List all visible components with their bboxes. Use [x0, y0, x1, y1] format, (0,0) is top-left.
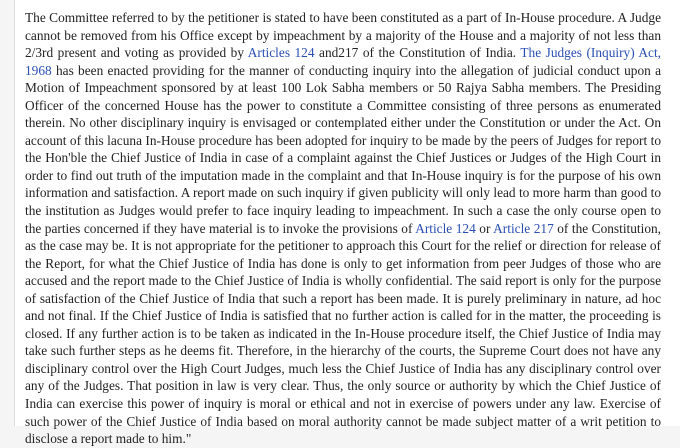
paragraph-text: or: [475, 220, 494, 236]
article-217-link[interactable]: Article 217: [493, 220, 554, 236]
paragraph-text: of the Constitution, as the case may be. It is not appropriate for the petitioner to approach this Court for the relief or direction for release of the Report, for what the Chief Justice of India has done is only to get information from peer Judges of those who are accused and the report made to the Chief Justice of India is wholly confidential. The said report is only for the purpose of satisfaction of the Chief Justice of India that such a report has been made. It is purely preliminary in nature, ad hoc and not final. If the Chief Justice of India is satisfied that no further action is called for in the matter, the proceeding is closed. If any further action is to be taken as indicated in the In-House procedure itself, the Chief Justice of India may take such further steps as he deems fit. Therefore, in the hierarchy of the courts, the Supreme Court does not have any disciplinary control over the High Court Judges, much less the Chief Justice of India has any disciplinary control over any of the Judges. That position in law is very clear. Thus, the only source or authority by which the Chief Justice of India can exercise this power of inquiry is moral or ethical and not in exercise of powers under any law. Exercise of such power of the Chief Justice of India based on moral authority cannot be made subject matter of a writ petition to disclose a report made to him.": [25, 220, 662, 447]
judgment-paragraph: [25, 9, 661, 448]
paragraph-text: and217 of the Constitution of India.: [314, 45, 521, 61]
judges-inquiry-act-link[interactable]: The Judges (Inquiry) Act, 1968: [25, 45, 662, 78]
article-124-link[interactable]: Article 124: [415, 220, 476, 236]
articles-124-link[interactable]: Articles 124: [247, 45, 315, 61]
paragraph-text: has been enacted providing for the manner of conducting inquiry into the allegation of judicial conduct upon a Motion of Impeachment sponsored by at least 100 Lok Sabha members or 50 Rajya Sabha members. The Presiding Officer of the concerned House has the power to constitute a Committee consisting of three persons as enumerated therein. No other disciplinary inquiry is envisaged or contemplated either under the Constitution or under the Act. On account of this lacuna In-House procedure has been adopted for inquiry to be made by the peers of Judges for report to the Hon'ble the Chief Justice of India in case of a complaint against the Chief Justices or Judges of the High Court in order to find out truth of the imputation made in the complaint and that In-House inquiry is for the purpose of his own information and satisfaction. A report made on such inquiry if given publicity will only lead to more harm than good to the institution as Judges would prefer to face inquiry leading to impeachment. In such a case the only course open to the parties concerned if they have material is to invoke the provisions of: [25, 62, 661, 236]
document-page: [14, 0, 680, 447]
paragraph-text: The Committee referred to by the petitioner is stated to have been constituted as a part of In-House procedure. A Judge cannot be removed from his Office except by impeachment by a majority of the House and a majority of not less than 2/3rd present and voting as provided by: [25, 10, 661, 61]
